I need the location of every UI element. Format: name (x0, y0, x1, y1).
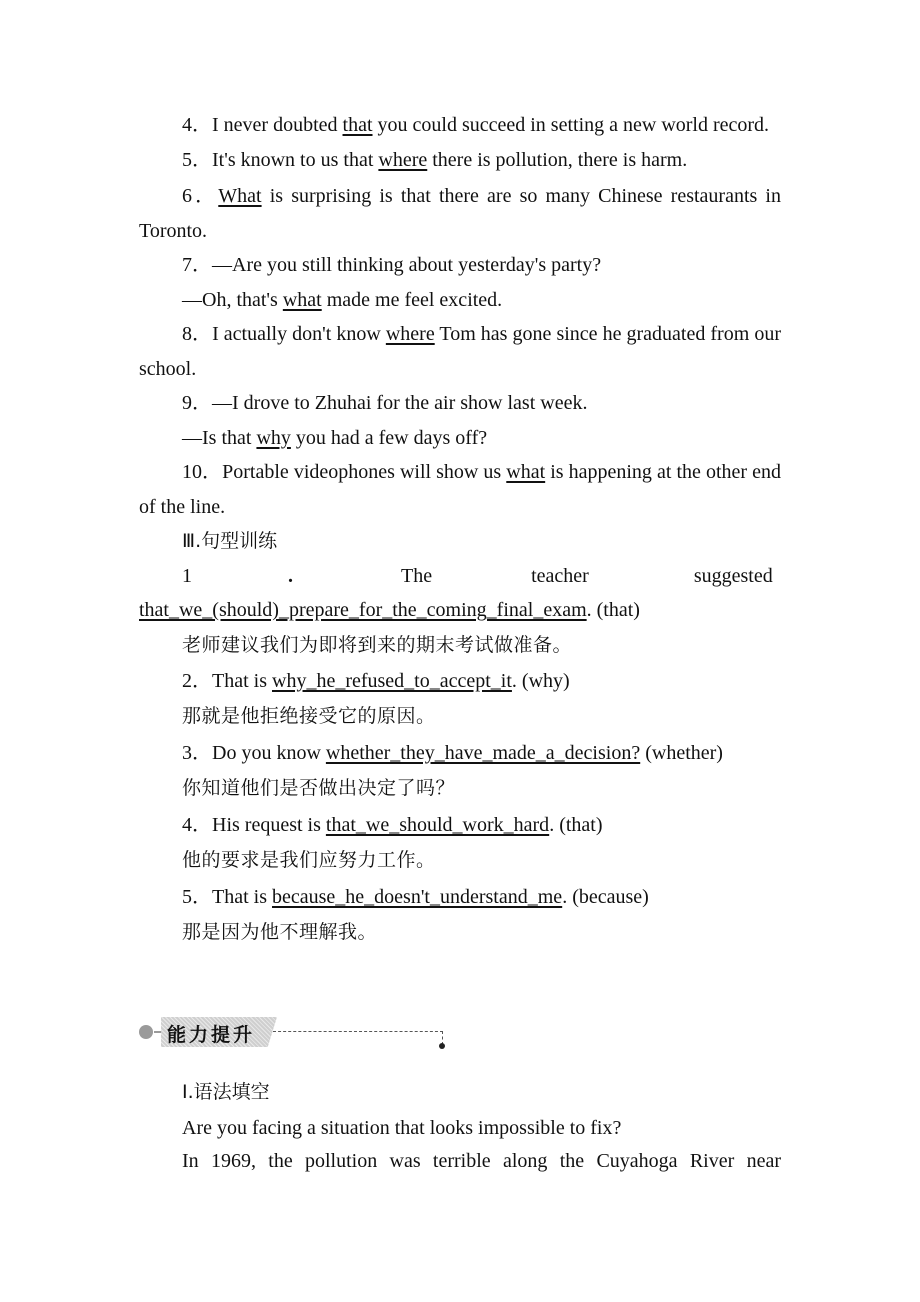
sentence-word: suggested (693, 564, 773, 587)
exercise-item-10 (139, 455, 781, 524)
section-banner (139, 1013, 459, 1055)
banner-title: 能力提升 (167, 1024, 256, 1046)
translation-text: 他的要求是我们应努力工作。 (182, 848, 436, 871)
answer-blank: whether_they_have_made_a_decision? (325, 742, 641, 764)
grammar-section (139, 1075, 781, 1179)
translation-text: 老师建议我们为即将到来的期末考试做准备。 (182, 633, 573, 656)
exercise-content (139, 108, 781, 949)
exercise-item-4 (139, 108, 781, 143)
item-number: 1 (182, 564, 192, 587)
dialogue-line: —Are you still thinking about yesterday's party? (212, 254, 602, 276)
sentence-text: you had a few days off? (290, 426, 488, 449)
pattern-item-1-line1 (139, 559, 781, 594)
answer-blank: that_we_should_work_hard (325, 814, 550, 836)
item-number: 4． (182, 814, 212, 836)
passage-text: In 1969, the pollution was terrible along the Cuyahoga River near (182, 1150, 781, 1172)
sentence-text: —Oh, that's (182, 288, 283, 311)
answer-blank: why_he_refused_to_accept_it (272, 670, 512, 692)
answer-blank: where (378, 148, 428, 171)
item-number: 7． (182, 254, 212, 276)
sentence-text: is happening at the other end of the line. (139, 461, 781, 518)
exercise-item-9 (139, 386, 781, 421)
hint-text: . (that) (586, 599, 640, 621)
banner-dashed-line (273, 1031, 443, 1032)
sentence-text: That is (212, 886, 272, 908)
sentence-word: The (401, 564, 433, 587)
pattern-item-2 (139, 664, 781, 699)
answer-blank: that_we_(should)_prepare_for_the_coming_final_exam (139, 599, 587, 621)
sentence-text: —Is that (182, 426, 257, 449)
answer-blank: because_he_doesn't_understand_me (272, 886, 563, 908)
answer-blank: What (218, 185, 262, 207)
sentence-text: I never doubted (212, 114, 343, 136)
answer-blank: what (506, 461, 546, 483)
exercise-item-7 (139, 248, 781, 283)
exercise-item-8 (139, 317, 781, 386)
item-number: 10． (182, 461, 223, 483)
answer-blank: where (385, 323, 435, 345)
translation-text: 那就是他拒绝接受它的原因。 (182, 704, 436, 727)
item-number: 8． (182, 323, 213, 345)
pattern-item-5 (139, 880, 781, 915)
exercise-item-9-reply (139, 421, 781, 456)
sentence-text: Portable videophones will show us (222, 461, 507, 483)
pattern-item-1-line2 (139, 593, 781, 628)
item-number: 9． (182, 392, 212, 414)
item-number: 5． (182, 148, 212, 171)
exercise-item-6 (139, 179, 781, 248)
sentence-text: I actually don't know (212, 323, 386, 345)
answer-blank: that (342, 114, 373, 136)
item-number: 2． (182, 670, 212, 692)
hint-text: . (that) (549, 814, 603, 836)
sentence-text: made me feel excited. (321, 288, 503, 311)
sentence-word: teacher (531, 564, 589, 587)
pattern-item-4 (139, 808, 781, 843)
passage-intro: Are you facing a situation that looks impossible to fix? (182, 1116, 622, 1139)
sentence-text: Tom has gone since he graduated from our school. (139, 323, 781, 380)
sentence-text: That is (212, 670, 272, 692)
sentence-text: Do you know (212, 742, 326, 764)
hint-text: . (because) (562, 886, 649, 908)
translation-text: 你知道他们是否做出决定了吗？ (182, 776, 456, 799)
translation-text: 那是因为他不理解我。 (182, 920, 378, 943)
sentence-text: His request is (212, 814, 326, 836)
hint-text: (whether) (640, 742, 723, 764)
item-number: 4． (182, 114, 212, 136)
pattern-item-3 (139, 736, 781, 771)
answer-blank: why (256, 426, 291, 449)
sentence-text: It's known to us that (212, 148, 379, 171)
sentence-text: there is pollution, there is harm. (427, 148, 688, 171)
exercise-item-5 (139, 143, 781, 178)
banner-end-dot-icon (439, 1043, 445, 1049)
section-heading: Ⅲ.句型训练 (182, 530, 278, 552)
bullet-dot-icon (139, 1025, 153, 1039)
item-number: 3． (182, 742, 212, 764)
answer-blank: what (282, 288, 322, 311)
section-heading: Ⅰ.语法填空 (182, 1081, 270, 1103)
item-number: 6． (182, 185, 219, 207)
item-number: 5． (182, 886, 212, 908)
hint-text: . (why) (511, 670, 570, 692)
item-dot: . (288, 564, 293, 587)
exercise-item-7-reply (139, 283, 781, 318)
dialogue-line: —I drove to Zhuhai for the air show last week. (212, 392, 588, 414)
sentence-text: you could succeed in setting a new world record. (372, 114, 770, 136)
sentence-text: is surprising is that there are so many Chinese restaurants in Toronto. (139, 185, 781, 242)
